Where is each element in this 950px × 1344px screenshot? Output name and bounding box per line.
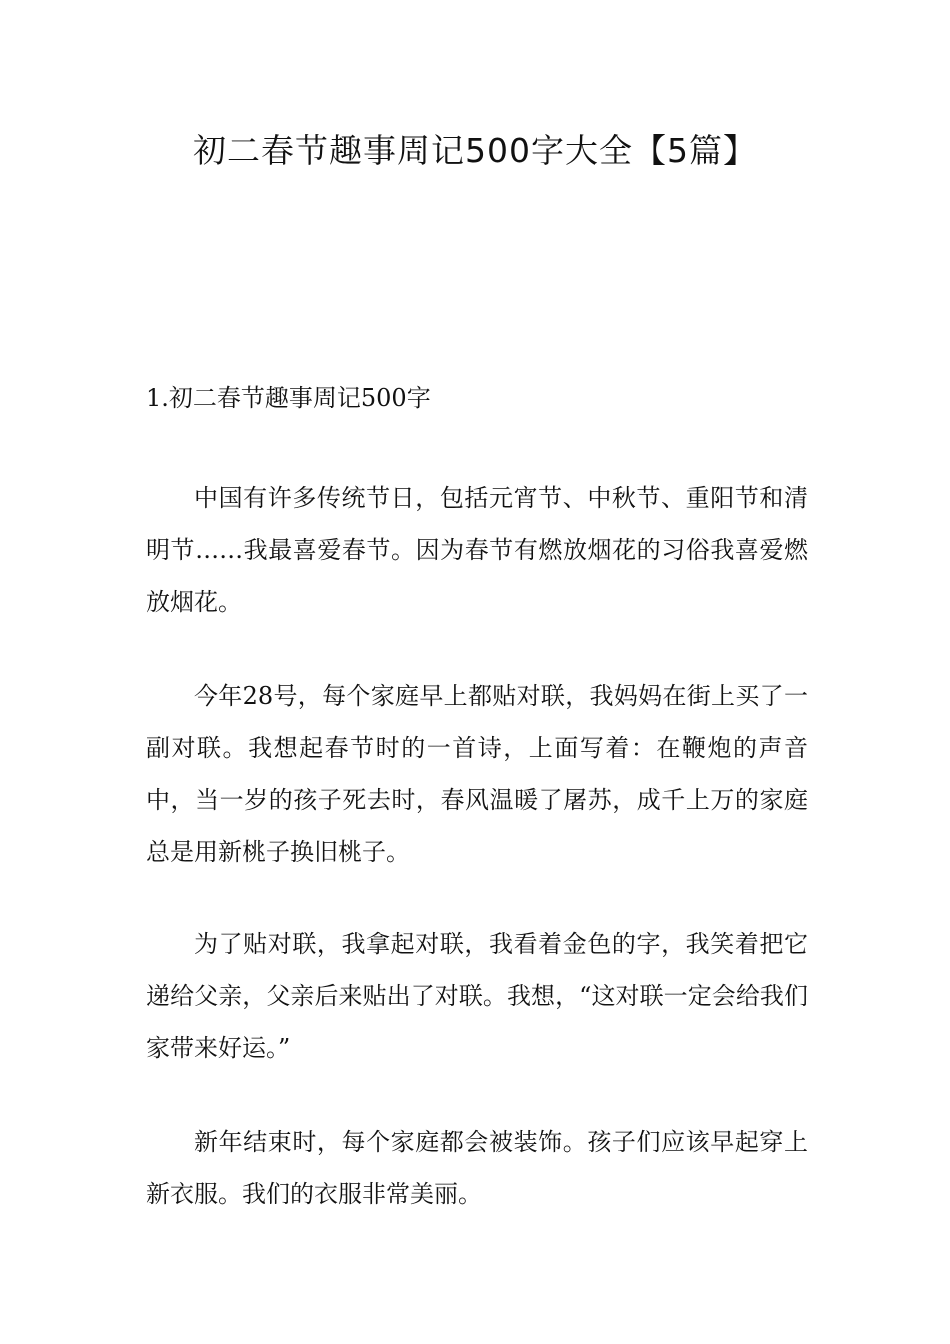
paragraph: 今年28号，每个家庭早上都贴对联，我妈妈在街上买了一副对联。我想起春节时的一首诗，上面写着：在鞭炮的声音中，当一岁的孩子死去时，春风温暖了屠苏，成千上万的家庭总是用新桃子换旧桃子。 [146, 682, 808, 866]
document-title: 初二春节趣事周记500字大全【5篇】 [193, 131, 757, 170]
paragraph: 为了贴对联，我拿起对联，我看着金色的字，我笑着把它递给父亲，父亲后来贴出了对联。我想，“这对联一定会给我们家带来好运。” [146, 930, 808, 1062]
section-heading: 1.初二春节趣事周记500字 [146, 384, 431, 412]
paragraph: 新年结束时，每个家庭都会被装饰。孩子们应该早起穿上新衣服。我们的衣服非常美丽。 [146, 1128, 808, 1208]
paragraph: 中国有许多传统节日，包括元宵节、中秋节、重阳节和清明节……我最喜爱春节。因为春节有燃放烟花的习俗我喜爱燃放烟花。 [146, 484, 808, 616]
